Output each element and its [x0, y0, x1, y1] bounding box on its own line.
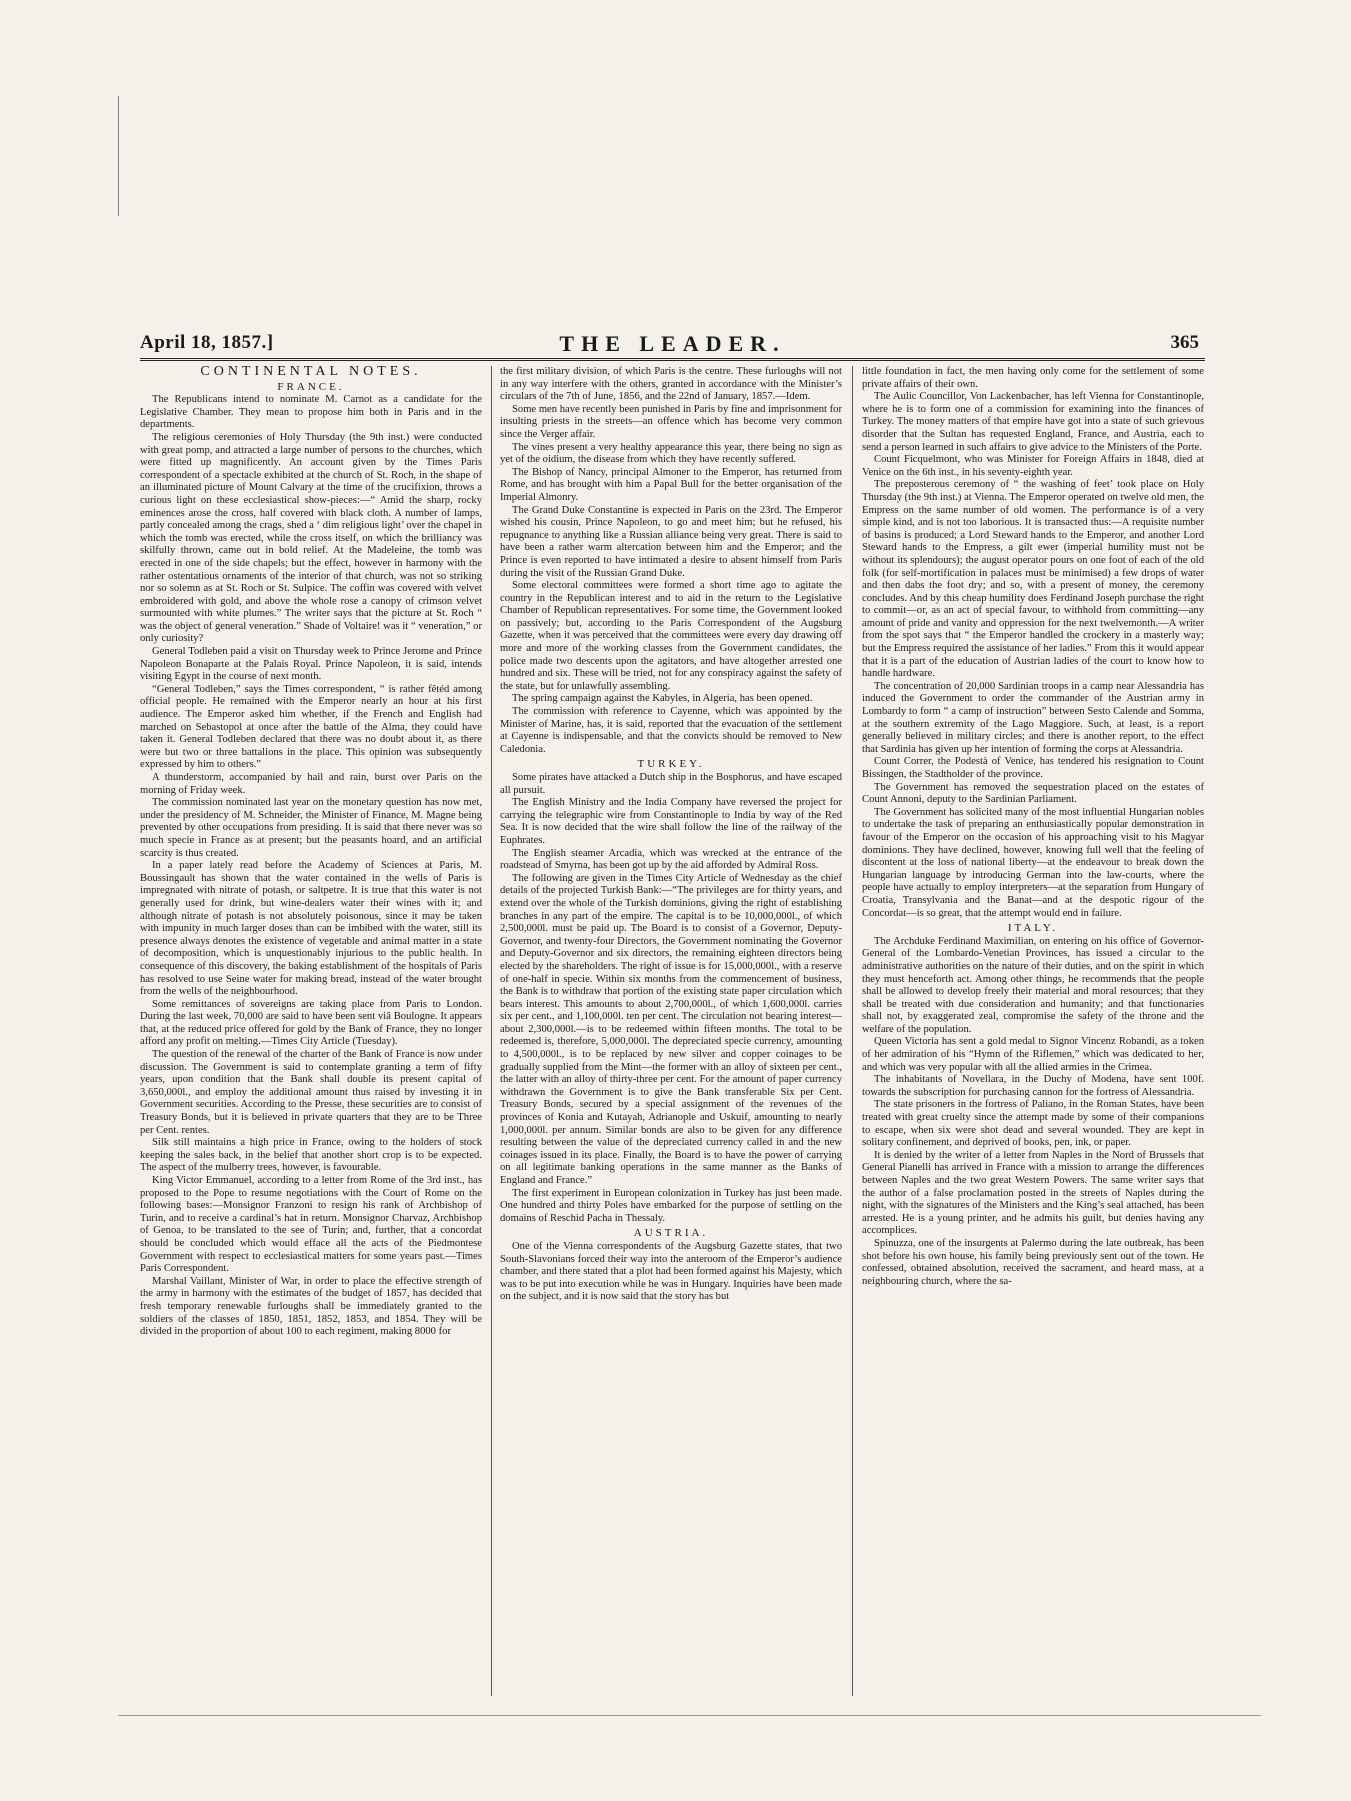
- section-heading: FRANCE.: [277, 380, 345, 393]
- paragraph: General Todleben paid a visit on Thursday week to Prince Jerome and Prince Napoleon Bonaparte at the Palais Royal. Prince Napoleon, it is said, intends visiting Egypt in the course of next month.: [140, 646, 482, 683]
- paragraph: The spring campaign against the Kabyles, in Algeria, has been opened.: [512, 693, 813, 705]
- paragraph: The preposterous ceremony of “ the washing of feet’ took place on Holy Thursday (the 9th inst.) at Vienna. The Emperor operated on twelve old men, the Empress on the same number of old women. The performance is of a very simple kind, and is not too laborious. It is transacted thus:—A requisite number of basins is produced; a Lord Steward hands to the Emperor, and another Lord Steward hands to the Empress, a gilt ewer (imperial humility must not be without its splendours); the august operator pours on one foot of each of the old folk (for self-mortification in palaces must be minimised) a few drops of water and then dabs the foot dry; and so, with a present of money, the ceremony concludes. And by this cheap humility does Ferdinand Joseph purchase the right to commit—or, as an act of special favour, to withhold from committing—any amount of pride and vanity and oppression for the next twelvemonth.—A writer from the spot says that “ the Emperor handled the crockery in a masterly way; but the Empress required the assistance of her ladies.” From this it would appear that it is a part of the education of Austrian ladies of the court to know how to handle hardware.: [862, 479, 1204, 680]
- column-divider: [852, 366, 853, 1696]
- paragraph: Some electoral committees were formed a short time ago to agitate the country in the Republican interest and to aid in the return to the Legislative Chamber of Republican representatives. For some time, the Government looked on passively; but, according to the Paris Correspondent of the Augsburg Gazette, when it was perceived that the committees were every day drawing off more and more of the working classes from the Government candidates, the police made two descents upon the agitators, and have altogether arrested one hundred and six. These will be tried, not for any conspiracy against the safety of the state, but for unlawfully assembling.: [500, 580, 842, 692]
- paragraph: The following are given in the Times City Article of Wednesday as the chief details of the projected Turkish Bank:—“The privileges are for thirty years, and extend over the whole of the Turkish dominions, giving the right of establishing branches in any part of the empire. The capital is to be 10,000,000l., of which 2,500,000l. must be paid up. The Board is to consist of a Governor, Deputy-Governor, and twenty-four Directors, the Government nominating the Governor and Deputy-Governor and six directors, the remaining eighteen directors being elected by the shareholders. The right of issue is for 15,000,000l., with a reserve of one-half in specie. Within six months from the commencement of business, the Bank is to withdraw that portion of the existing state paper circulation which bears interest. This amounts to about 2,700,000l., of which 1,600,000l. carries six per cent., and 1,100,000l. ten per cent. The circulation not bearing interest—about 2,300,000l.—is to be redeemed within fifteen months. The total to be redeemed is, therefore, 5,000,000l. The depreciated specie currency, amounting to 4,500,000l., is to be replaced by new silver and copper coinages to be gradually supplied from the Mint—the former with an alloy of sixteen per cent., the latter with an alloy of thirty-three per cent. For the amount of paper currency withdrawn the Government is to give the Bank transferable Six per Cent. Treasury Bonds, secured by a special assignment of the revenues of the provinces of Konia and Kutayah, Adrianople and Uskuif, amounting to nearly 1,000,000l. per annum. Similar bonds are also to be given for any difference resulting between the value of the depreciated currency called in and the new coinages issued in its place. Finally, the Board is to have the power of carrying on all legitimate banking operations in the same manner as the Banks of England and France.”: [500, 872, 842, 1186]
- paragraph: The first experiment in European colonization in Turkey has just been made. One hundred and thirty Poles have embarked for the purpose of settling on the domains of Reschid Pacha in Thessaly.: [500, 1187, 842, 1224]
- paragraph: The commission nominated last year on the monetary question has now met, under the presidency of M. Schneider, the Minister of Finance, M. Magne being prevented by other occupations from presiding. It is said that there never was so much specie in France as at present; but the peasants hoard, and an artificial scarcity is thus created.: [140, 797, 482, 859]
- paragraph: The Republicans intend to nominate M. Carnot as a candidate for the Legislative Chamber. They mean to propose him both in Paris and in the departments.: [140, 394, 482, 431]
- paragraph: Count Ficquelmont, who was Minister for Foreign Affairs in 1848, died at Venice on the 6th inst., in his seventy-eighth year.: [862, 454, 1204, 478]
- paragraph: Silk still maintains a high price in France, owing to the holders of stock keeping the sales back, in the belief that another short crop is to be expected. The aspect of the mulberry trees, however, is favourable.: [140, 1137, 482, 1174]
- section-heading: AUSTRIA.: [633, 1227, 709, 1240]
- page-bottom-rule: [118, 1715, 1261, 1716]
- paragraph: The commission with reference to Cayenne, which was appointed by the Minister of Marine, has, it is said, reported that the evacuation of the settlement at Cayenne is indispensable, and that the convicts should be removed to New Caledonia.: [500, 706, 842, 755]
- newspaper-title: THE LEADER.: [559, 331, 786, 356]
- paragraph: The inhabitants of Novellara, in the Duchy of Modena, have sent 100f. towards the subscription for purchasing cannon for the fortress of Alessandria.: [862, 1074, 1204, 1098]
- paragraph: Spinuzza, one of the insurgents at Palermo during the late outbreak, has been shot before his own house, his family being previously sent out of the town. He confessed, obtained absolution, received the sacrament, and heard mass, at a neighbouring church, where the sa-: [862, 1237, 1204, 1287]
- paragraph: King Victor Emmanuel, according to a letter from Rome of the 3rd inst., has proposed to the Pope to resume negotiations with the Court of Rome on the following bases:—Monsignor Franzoni to resign his rank of Archbishop of Turin, and to receive a cardinal’s hat in return. Monsignor Charvaz, Archbishop of Genoa, to be translated to the see of Turin; and, further, that a concordat should be concluded which would efface all the acts of the Piedmontese Government with respect to ecclesiastical matters for some years past.—Times Paris Correspondent.: [140, 1175, 482, 1275]
- page-margin-line: [118, 96, 119, 216]
- paragraph: The religious ceremonies of Holy Thursday (the 9th inst.) were conducted with great pomp, and attracted a large number of persons to the churches, which were fitted up magnificently. An account given by the Times Paris correspondent of a spectacle exhibited at the church of St. Roch, in the shape of an illuminated picture of Mount Calvary at the time of the crucifixion, throws a curious light on these ecclesiastical show-pieces:—“ Amid the sharp, rocky eminences arose the cross, half covered with black cloth. A number of lamps, partly concealed among the crags, shed a ‘ dim religious light’ over the chapel in which the tomb was erected, while the cross itself, on which the brilliancy was skilfully thrown, came out in bold relief. At the Madeleine, the tomb was erected in one of the side chapels; but the effect, however in harmony with the rather ostentatious ornaments of the interior of that church, was not so striking nor so solemn as at St. Roch or St. Sulpice. The coffin was covered with velvet embroidered with gold, and above the whole rose a canopy of crimson velvet surmounted with white plumes.” The writer says that the picture at St. Roch “ was the object of general veneration.” Shade of Voltaire! was it “ veneration,” or only curiosity?: [140, 431, 482, 645]
- paragraph: The Bishop of Nancy, principal Almoner to the Emperor, has returned from Rome, and has brought with him a Papal Bull for the better organisation of the Imperial Almonry.: [500, 466, 842, 503]
- paragraph: It is denied by the writer of a letter from Naples in the Nord of Brussels that General Pianelli has arrived in France with a mission to arrange the differences between Naples and the two great Western Powers. The same writer says that the author of a false proclamation posted in the streets of Naples during the night, with the signatures of the Ministers and the King’s seal attached, has been arrested. He is a young printer, and he admits his guilt, but denies having any accomplices.: [862, 1149, 1204, 1237]
- masthead: [140, 328, 1205, 361]
- paragraph: The Government has solicited many of the most influential Hungarian nobles to undertake the task of preparing an enthusiastically popular demonstration in favour of the Emperor on the occasion of his approaching visit to his Magyar dominions. They have declined, however, knowing full well that the feeling of discontent at the loss of national liberty—at the endeavour to break down the Hungarian language by introducing German into the law-courts, where the people have actually to employ interpreters—at the separation from Hungary of Croatia, Transylvania and the Banat—and at the despotic rigour of the Concordat—is so great, that the attempt would end in failure.: [862, 806, 1204, 919]
- page-number: 365: [1170, 332, 1199, 353]
- paragraph: Queen Victoria has sent a gold medal to Signor Vincenz Robandi, as a token of her admiration of his “Hymn of the Riflemen,” which was dedicated to her, and which was very popular with all the allied armies in the Crimea.: [862, 1036, 1204, 1073]
- column-divider: [491, 366, 492, 1696]
- column-3-body: [862, 366, 1204, 1288]
- paragraph: The Grand Duke Constantine is expected in Paris on the 23rd. The Emperor wished his cousin, Prince Napoleon, to go and meet him; but he refused, his repugnance to anything like a Russian alliance being very great. There is said to have been a rather warm altercation between him and the Emperor; and the Prince is even reported to have intimated a desire to absent himself from Paris during the visit of the Russian Grand Duke.: [500, 504, 842, 579]
- paragraph: The Government has removed the sequestration placed on the estates of Count Annoni, deputy to the Sardinian Parliament.: [862, 781, 1204, 806]
- paragraph: The question of the renewal of the charter of the Bank of France is now under discussion. The Government is said to contemplate granting a term of fifty years, upon condition that the Bank shall double its present capital of 3,650,000l., and employ the additional amount thus raised by investing it in Government securities. According to the Presse, these securities are to consist of Treasury Bonds, but it is believed in private quarters that they are to be Three per Cent. rentes.: [140, 1049, 482, 1136]
- paragraph: A thunderstorm, accompanied by hail and rain, burst over Paris on the morning of Friday week.: [140, 772, 482, 796]
- section-heading: ITALY.: [1007, 922, 1059, 935]
- column-1: [140, 366, 482, 1706]
- paragraph: The concentration of 20,000 Sardinian troops in a camp near Alessandria has induced the Government to order the commander of the Austrian army in Lombardy to form “ a camp of instruction” between Sesto Calende and Somma, at the southern extremity of the Lago Maggiore. Such, at least, is a report generally believed in military circles; and there is another report, to the effect that Sardinia has given up her intention of forming the corps at Alessandria.: [862, 680, 1204, 755]
- column-2-body: [500, 366, 842, 1304]
- paragraph: The state prisoners in the fortress of Paliano, in the Roman States, have been treated with great cruelty since the attempt made by some of their companions to escape, when six were shot dead and several wounded. They are kept in solitary confinement, and deprived of books, pen, ink, or paper.: [862, 1099, 1204, 1149]
- paragraph: The Aulic Councillor, Von Lackenbacher, has left Vienna for Constantinople, where he is to form one of a commission for examining into the finances of Turkey. The money matters of that empire have got into a state of such grievous disorder that the Sultan has requested England, France, and Austria, each to send a person learned in such affairs to give advice to the Ministers of the Porte.: [862, 391, 1204, 453]
- paragraph: Some remittances of sovereigns are taking place from Paris to London. During the last week, 70,000 are said to have been sent viâ Boulogne. It appears that, at the reduced price offered for gold by the Bank of France, they no longer afford any profit on melting.—Times City Article (Tuesday).: [140, 998, 482, 1048]
- paragraph: The English steamer Arcadia, which was wrecked at the entrance of the roadstead of Smyrna, has been got up by the aid afforded by Admiral Ross.: [500, 847, 842, 872]
- paragraph: “General Todleben,” says the Times correspondent, “ is rather fêtéd among official people. He remained with the Emperor nearly an hour at his first audience. The Emperor asked him whether, if the French and English had marched on Sebastopol at once after the battle of the Alma, they could have taken it. General Todleben declared that there was no doubt about it, as there were but two or three battalions in the place. This opinion was subsequently expressed by him to others.”: [140, 683, 482, 771]
- column-2: [500, 366, 842, 1706]
- column-1-body: [140, 381, 482, 1339]
- column-3: [862, 366, 1204, 1706]
- paragraph: little foundation in fact, the men having only come for the settlement of some private affairs of their own.: [862, 366, 1204, 390]
- paragraph: The vines present a very healthy appearance this year, there being no sign as yet of the oidium, the disease from which they have recently suffered.: [500, 441, 842, 466]
- issue-date: April 18, 1857.]: [140, 332, 274, 353]
- paragraph: Count Correr, the Podestà of Venice, has tendered his resignation to Count Bissingen, the Stadtholder of the province.: [862, 756, 1204, 780]
- paragraph: The Archduke Ferdinand Maximilian, on entering on his office of Governor-General of the Lombardo-Venetian Provinces, has issued a circular to the administrative authorities on the nature of their duties, and on the spirit in which they must henceforth act. Among other things, he recommends that the people shall be allowed to develop freely their material and moral resources; that they shall be treated with due consideration and humanity; and that functionaries shall not, by exaggerated zeal, compromise the safety of the throne and the welfare of the population.: [862, 935, 1204, 1035]
- paragraph: the first military division, of which Paris is the centre. These furloughs will not in any way interfere with the others, granted in accordance with the Minister’s circulars of the 7th of June, 1856, and the 22nd of January, 1857.—Idem.: [500, 366, 842, 403]
- paragraph: Some men have recently been punished in Paris by fine and imprisonment for insulting priests in the streets—an offence which has become very common since the Verger affair.: [500, 403, 842, 440]
- paragraph: One of the Vienna correspondents of the Augsburg Gazette states, that two South-Slavonians forced their way into the anteroom of the Emperor’s audience chamber, and there stated that a plot had been formed against his Majesty, which was to be put into execution while he was in Hungary. Inquiries have been made on the subject, and it is now said that the story has but: [500, 1240, 842, 1303]
- paragraph: Marshal Vaillant, Minister of War, in order to place the effective strength of the army in harmony with the estimates of the budget of 1857, has decided that fresh temporary renewable furloughs shall be immediately granted to the soldiers of the classes of 1850, 1851, 1852, 1853, and 1854. They will be divided in the proportion of about 100 to each regiment, making 8000 for: [140, 1275, 482, 1338]
- article-heading: CONTINENTAL NOTES.: [200, 366, 422, 379]
- section-heading: TURKEY.: [637, 758, 705, 771]
- paragraph: Some pirates have attacked a Dutch ship in the Bosphorus, and have escaped all pursuit.: [500, 772, 842, 796]
- paragraph: In a paper lately read before the Academy of Sciences at Paris, M. Boussingault has shown that the water contained in the wells of Paris is impregnated with nitrate of potash, or saltpetre. It is true that this water is not generally used for drink, but wine-dealers water their wines with it; and although nitrate of potash is not absolutely poisonous, since it may be taken with impunity in much larger doses than can be imbibed with the water, still its presence always denotes the existence of vegetable and animal matter in a state of decomposition, which is unquestionably injurious to the public health. In consequence of this discovery, the baking establishment of the hospitals of Paris has resolved to use Seine water for making bread, instead of the water brought from the wells of the neighbourhood.: [140, 860, 482, 998]
- paragraph: The English Ministry and the India Company have reversed the project for carrying the telegraphic wire from Constantinople to India by way of the Red Sea. It is now decided that the wire shall follow the line of the railway of the Euphrates.: [500, 797, 842, 846]
